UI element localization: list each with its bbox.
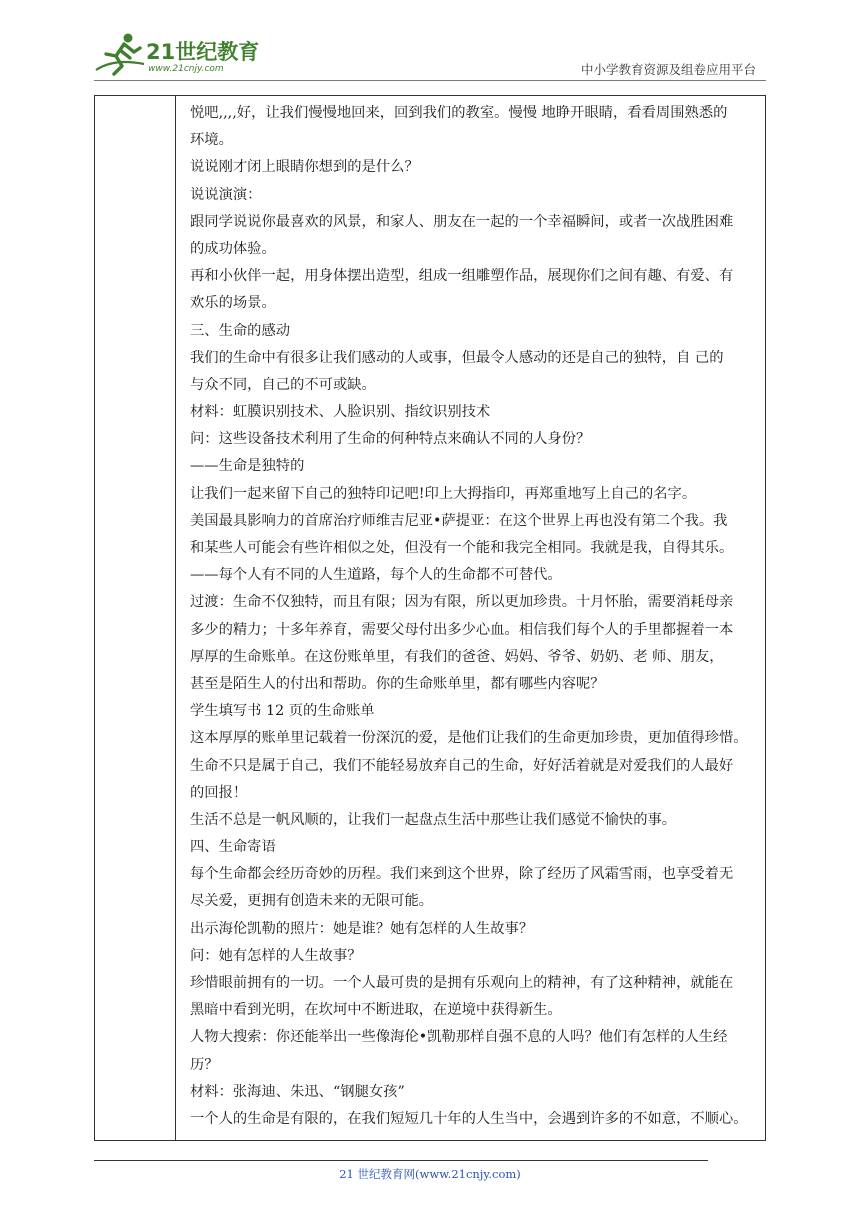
lesson-table <box>94 95 766 1141</box>
footer-divider <box>94 1160 708 1161</box>
text-line: 人物大搜索：你还能举出一些像海伦•凯勒那样自强不息的人吗？他们有怎样的人生经 <box>190 1029 728 1046</box>
text-line: 我们的生命中有很多让我们感动的人或事，但最令人感动的还是自己的独特，自 己的 <box>190 349 724 366</box>
text-line: 生命不只是属于自己，我们不能轻易放弃自己的生命，好好活着就是对爱我们的人最好 <box>190 757 734 774</box>
text-line: 问：她有怎样的人生故事？ <box>190 947 362 964</box>
text-line: 的成功体验。 <box>190 240 276 257</box>
logo-text: 21世纪教育 <box>146 40 260 64</box>
lesson-content <box>190 100 760 1133</box>
text-line: 多少的精力；十多年养育，需要父母付出多少心血。相信我们每个人的手里都握着一本 <box>190 621 734 638</box>
text-line: 学生填写书 12 页的生命账单 <box>190 703 375 720</box>
text-line: 的回报！ <box>190 784 248 801</box>
running-figure-icon <box>94 30 148 78</box>
footer-link[interactable]: 21 世纪教育网(www.21cnjy.com) <box>339 1167 521 1181</box>
text-line: 珍惜眼前拥有的一切。一个人最可贵的是拥有乐观向上的精神，有了这种精神，就能在 <box>190 975 734 991</box>
text-line: 过渡：生命不仅独特，而且有限；因为有限，所以更加珍贵。十月怀胎，需要消耗母亲 <box>190 594 734 611</box>
platform-name: 中小学教育资源及组卷应用平台 <box>580 62 756 77</box>
text-line: 问：这些设备技术利用了生命的何种特点来确认不同的人身份？ <box>190 431 591 448</box>
text-line: 让我们一起来留下自己的独特印记吧!印上大拇指印，再郑重地写上自己的名字。 <box>190 485 697 502</box>
site-logo <box>94 30 264 78</box>
text-line: 跟同学说说你最喜欢的风景，和家人、朋友在一起的一个幸福瞬间，或者一次战胜困难 <box>190 213 734 230</box>
text-line: 材料：张海迪、朱迅、“钢腿女孩” <box>190 1083 405 1100</box>
text-line: 说说刚才闭上眼睛你想到的是什么？ <box>190 159 419 176</box>
text-line: 材料：虹膜识别技术、人脸识别、指纹识别技术 <box>190 404 491 421</box>
text-line: 尽关爱，更拥有创造未来的无限可能。 <box>190 893 434 910</box>
text-line: ——生命是独特的 <box>190 458 305 475</box>
text-line: 美国最具影响力的首席治疗师维吉尼亚•萨提亚：在这个世界上再也没有第二个我。我 <box>190 512 728 529</box>
column-divider <box>175 96 176 1140</box>
page-header <box>0 0 860 90</box>
header-divider <box>94 80 766 81</box>
text-line: 与众不同，自己的不可或缺。 <box>190 376 376 393</box>
section-heading: 四、生命寄语 <box>190 839 276 856</box>
text-line: 环境。 <box>190 132 233 149</box>
text-line: 再和小伙伴一起，用身体摆出造型，组成一组雕塑作品，展现你们之间有趣、有爱、有 <box>190 268 734 285</box>
text-line: 这本厚厚的账单里记载着一份深沉的爱，是他们让我们的生命更加珍贵，更加值得珍惜。 <box>190 730 748 747</box>
text-line: 生活不总是一帆风顺的，让我们一起盘点生活中那些让我们感觉不愉快的事。 <box>190 811 677 828</box>
text-line: 每个生命都会经历奇妙的历程。我们来到这个世界，除了经历了风霜雪雨，也享受着无 <box>190 866 734 883</box>
section-heading: 三、生命的感动 <box>190 322 291 339</box>
text-line: 和某些人可能会有些许相似之处，但没有一个能和我完全相同。我就是我，自得其乐。 <box>190 540 734 556</box>
text-line: 欢乐的场景。 <box>190 295 276 312</box>
text-line: 一个人的生命是有限的，在我们短短几十年的人生当中，会遇到许多的不如意，不顺心。 <box>190 1110 748 1127</box>
logo-url: www.21cnjy.com <box>148 64 224 74</box>
text-line: 说说演演： <box>190 186 262 203</box>
text-line: 厚厚的生命账单。在这份账单里，有我们的爸爸、妈妈、爷爷、奶奶、老 师、朋友， <box>190 648 724 665</box>
text-line: 历？ <box>190 1056 219 1073</box>
text-line: ——每个人有不同的人生道路，每个人的生命都不可替代。 <box>190 567 562 584</box>
text-line: 甚至是陌生人的付出和帮助。你的生命账单里，都有哪些内容呢？ <box>190 675 605 692</box>
text-line: 悦吧,,,,好，让我们慢慢地回来，回到我们的教室。慢慢 地睁开眼睛，看看周围熟悉的 <box>190 105 728 121</box>
text-line: 出示海伦凯勒的照片：她是谁？她有怎样的人生故事？ <box>190 920 534 937</box>
text-line: 黑暗中看到光明，在坎坷中不断进取，在逆境中获得新生。 <box>190 1002 562 1019</box>
